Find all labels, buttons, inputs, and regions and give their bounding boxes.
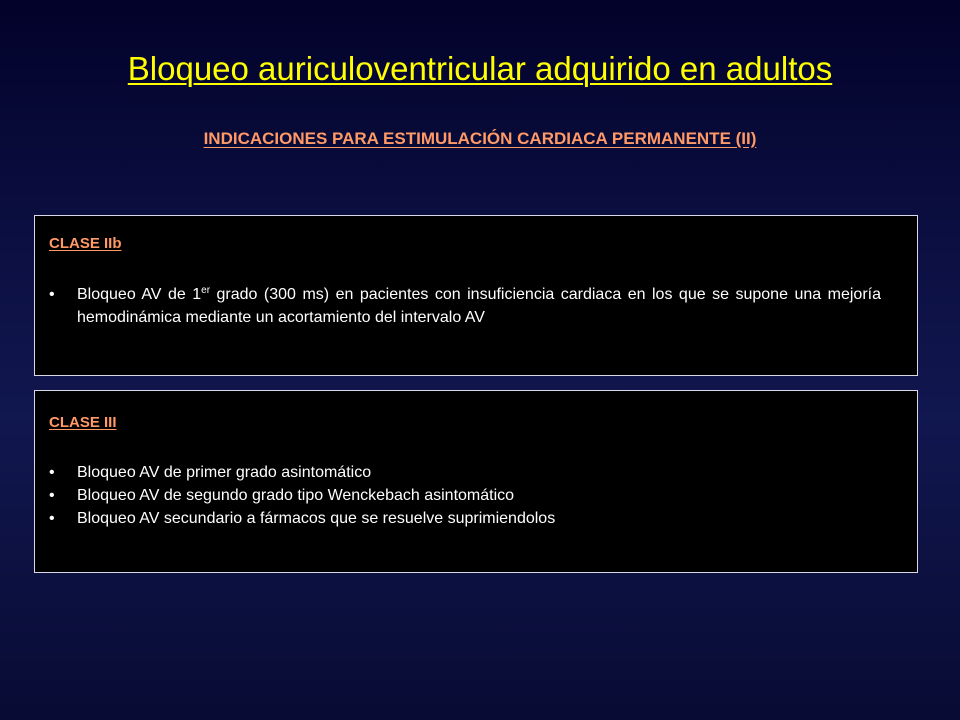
clase-iii-box (34, 390, 918, 573)
item-text: Bloqueo AV de segundo grado tipo Wenckebach asintomático (77, 487, 515, 504)
bullet: • (49, 464, 55, 481)
slide-title: Bloqueo auriculoventricular adquirido en adultos (127, 50, 833, 87)
list-item (49, 461, 881, 484)
clase-iib-list (49, 283, 881, 329)
clase-iii-list (49, 461, 881, 530)
list-item (49, 507, 881, 530)
item-text-end: grado (300 ms) en pacientes con insuficiencia cardiaca en los que se supone una mejoría hemodinámica mediante un acortamiento del intervalo AV (77, 286, 881, 326)
list-item (49, 283, 881, 329)
slide-subtitle: INDICACIONES PARA ESTIMULACIÓN CARDIACA PERMANENTE (II) (203, 129, 757, 148)
item-text-start: Bloqueo AV de 1 (77, 286, 202, 303)
clase-iib-box (34, 215, 918, 376)
clase-iii-heading: CLASE III (49, 414, 117, 431)
bullet: • (49, 510, 55, 527)
clase-iib-heading: CLASE IIb (49, 235, 122, 252)
item-text: Bloqueo AV de primer grado asintomático (77, 464, 372, 481)
list-item (49, 484, 881, 507)
ordinal-superscript: er (201, 285, 211, 296)
bullet: • (49, 487, 55, 504)
item-text: Bloqueo AV secundario a fármacos que se resuelve suprimiendolos (77, 510, 556, 527)
bullet: • (49, 286, 55, 303)
